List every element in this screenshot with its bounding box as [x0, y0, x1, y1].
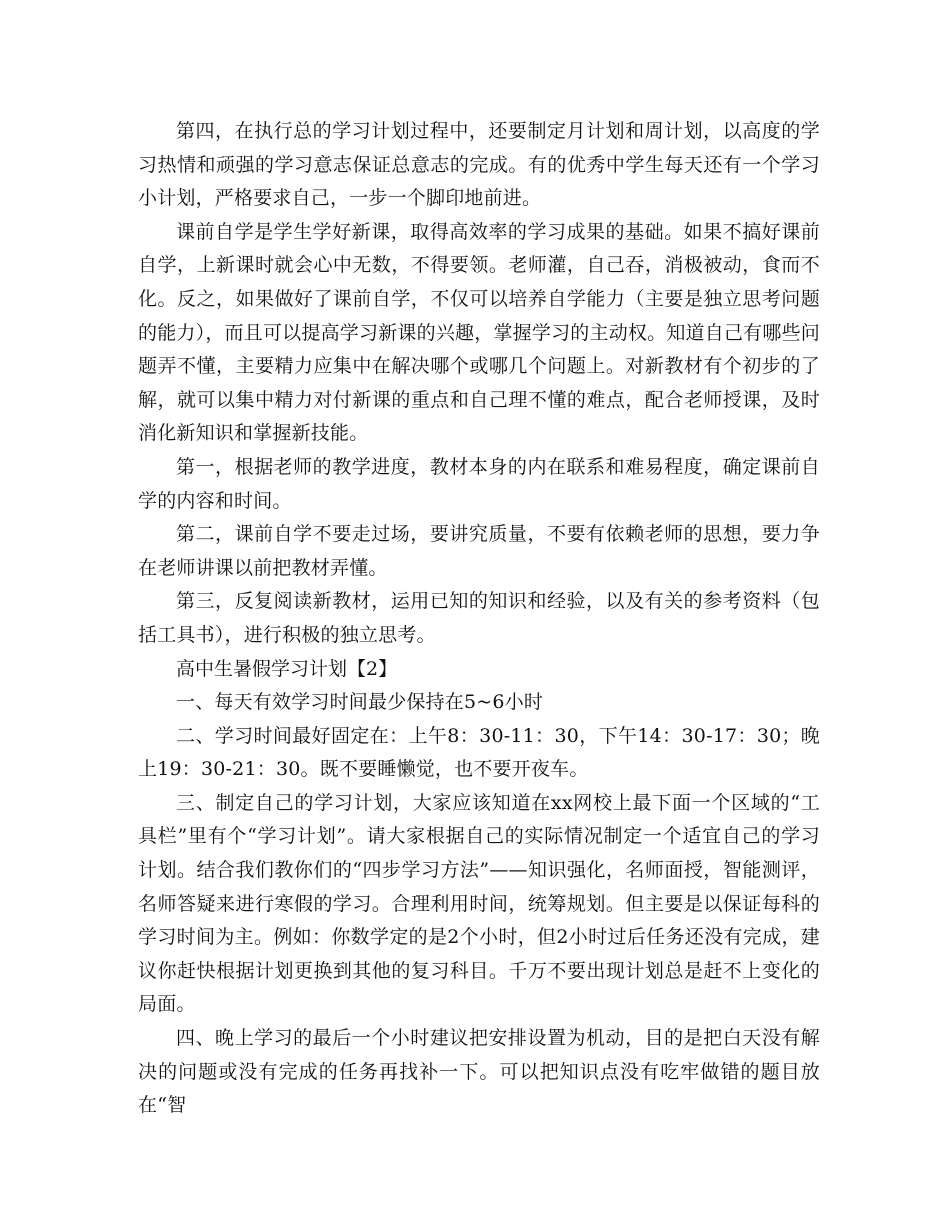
list-item: 二、学习时间最好固定在：上午8：30-11：30，下午14：30-17：30；晚上19：30-21：30。既不要睡懒觉，也不要开夜车。 — [138, 724, 820, 781]
list-item: 三、制定自己的学习计划，大家应该知道在xx网校上最下面一个区域的“工具栏”里有个“学习计划”。请大家根据自己的实际情况制定一个适宜自己的学习计划。结合我们教你们的“四步学习方法”——知识强化，名师面授，智能测评，名师答疑来进行寒假的学习。合理利用时间，统筹规划。但主要是以保证每科的学习时间为主。例如：你数学定的是2个小时，但2小时过后任务还没有完成，建议你赶快根据计划更换到其他的复习科目。千万不要出现计划总是赶不上变化的局面。 — [138, 791, 820, 1016]
document-page — [138, 115, 820, 1123]
list-item: 一、每天有效学习时间最少保持在5~6小时 — [176, 691, 544, 714]
section-heading: 高中生暑假学习计划【2】 — [176, 657, 398, 680]
paragraph-first: 第一，根据老师的教学进度，教材本身的内在联系和难易程度，确定课前自学的内容和时间。 — [138, 455, 820, 512]
paragraph-third: 第三，反复阅读新教材，运用已知的知识和经验，以及有关的参考资料（包括工具书），进行积极的独立思考。 — [138, 590, 820, 646]
paragraph-step-four: 第四，在执行总的学习计划过程中，还要制定月计划和周计划，以高度的学习热情和顽强的学习意志保证总意志的完成。有的优秀中学生每天还有一个学习小计划，严格要求自己，一步一个脚印地前进。 — [138, 120, 820, 210]
paragraph-second: 第二，课前自学不要走过场，要讲究质量，不要有依赖老师的思想，要力争在老师讲课以前把教材弄懂。 — [138, 523, 820, 579]
paragraph-pre-class-study: 课前自学是学生学好新课，取得高效率的学习成果的基础。如果不搞好课前自学，上新课时就会心中无数，不得要领。老师灌，自己吞，消极被动，食而不化。反之，如果做好了课前自学，不仅可以培养自学能力（主要是独立思考问题的能力），而且可以提高学习新课的兴趣，掌握学习的主动权。知道自己有哪些问题弄不懂，主要精力应集中在解决哪个或哪几个问题上。对新教材有个初步的了解，就可以集中精力对付新课的重点和自己理不懂的难点，配合老师授课，及时消化新知识和掌握新技能。 — [138, 220, 820, 445]
list-item: 四、晚上学习的最后一个小时建议把安排设置为机动，目的是把白天没有解决的问题或没有完成的任务再找补一下。可以把知识点没有吃牢做错的题目放在“智 — [138, 1027, 820, 1117]
